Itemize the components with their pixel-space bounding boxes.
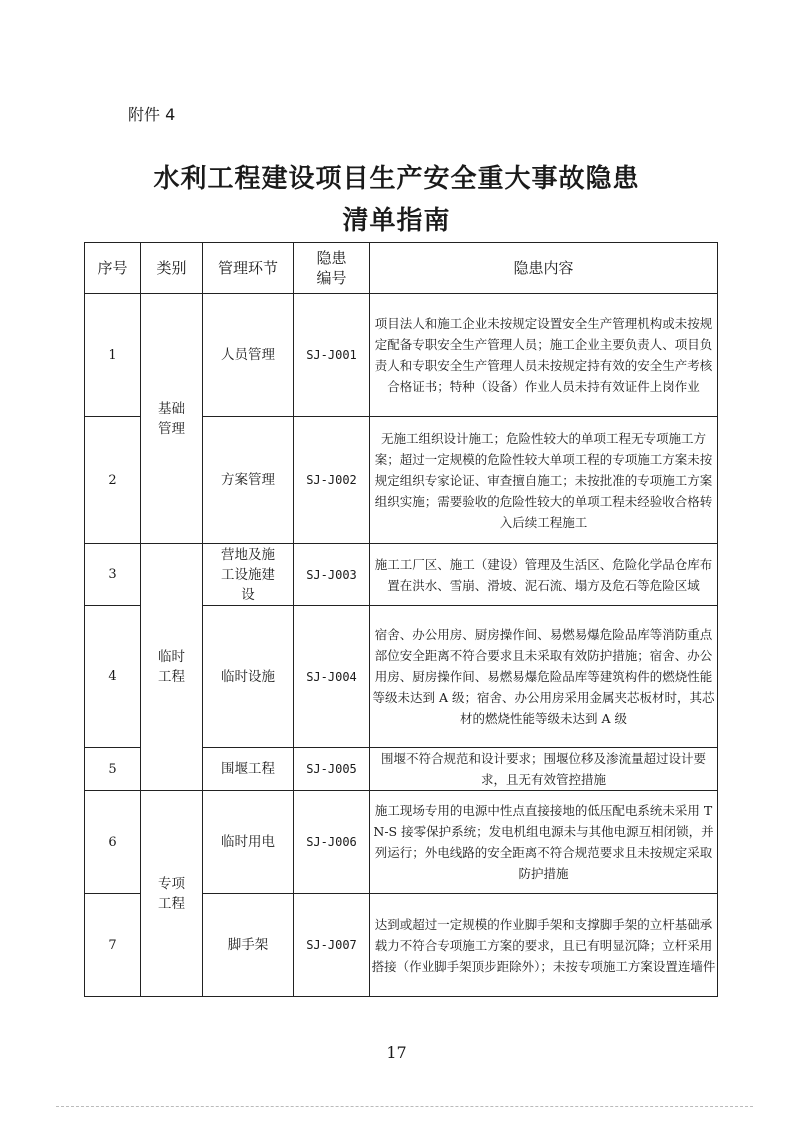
document-title-line2: 清单指南 <box>342 206 451 236</box>
row-no: 7 <box>85 894 141 997</box>
category-cell: 临时 工程 <box>141 544 203 791</box>
row-no: 1 <box>85 294 141 417</box>
row-content: 达到或超过一定规模的作业脚手架和支撑脚手架的立杆基础承载力不符合专项施工方案的要求，且已有明显沉降；立杆采用搭接（作业脚手架顶步距除外）；未按专项施工方案设置连墙件 <box>370 894 718 997</box>
scan-edge-line <box>56 1106 753 1107</box>
header-category: 类别 <box>141 243 203 294</box>
row-step: 临时设施 <box>203 606 294 748</box>
row-code: SJ-J001 <box>294 294 370 417</box>
row-code: SJ-J004 <box>294 606 370 748</box>
row-step: 围堰工程 <box>203 748 294 791</box>
row-step: 方案管理 <box>203 417 294 544</box>
row-content: 宿舍、办公用房、厨房操作间、易燃易爆危险品库等消防重点部位安全距离不符合要求且未采取有效防护措施；宿舍、办公用房、厨房操作间、易燃易爆危险品库等建筑构件的燃烧性能等级未达到 A 级；宿舍、办公用房采用金属夹芯板材时，其芯材的燃烧性能等级未达到 A 级 <box>370 606 718 748</box>
table-row <box>85 544 718 606</box>
row-code: SJ-J002 <box>294 417 370 544</box>
row-code: SJ-J007 <box>294 894 370 997</box>
table-row <box>85 294 718 417</box>
category-cell: 专项 工程 <box>141 791 203 997</box>
row-no: 5 <box>85 748 141 791</box>
row-step: 营地及施 工设施建 设 <box>203 544 294 606</box>
row-content: 项目法人和施工企业未按规定设置安全生产管理机构或未按规定配备专职安全生产管理人员；施工企业主要负责人、项目负责人和专职安全生产管理人员未按规定持有效的安全生产考核合格证书；特种（设备）作业人员未持有效证件上岗作业 <box>370 294 718 417</box>
attachment-label: 附件 4 <box>128 105 176 124</box>
row-no: 6 <box>85 791 141 894</box>
row-step: 临时用电 <box>203 791 294 894</box>
header-code: 隐患 编号 <box>294 243 370 294</box>
row-no: 3 <box>85 544 141 606</box>
header-content: 隐患内容 <box>370 243 718 294</box>
row-step: 人员管理 <box>203 294 294 417</box>
row-no: 4 <box>85 606 141 748</box>
row-content: 围堰不符合规范和设计要求；围堰位移及渗流量超过设计要求，且无有效管控措施 <box>370 748 718 791</box>
category-cell: 基础 管理 <box>141 294 203 544</box>
hazard-table <box>84 242 718 997</box>
row-content: 无施工组织设计施工；危险性较大的单项工程无专项施工方案；超过一定规模的危险性较大单项工程的专项施工方案未按规定组织专家论证、审查擅自施工；未按批准的专项施工方案组织实施；需要验收的危险性较大的单项工程未经验收合格转入后续工程施工 <box>370 417 718 544</box>
row-code: SJ-J006 <box>294 791 370 894</box>
table-row <box>85 791 718 894</box>
page-number: 17 <box>386 1043 407 1062</box>
row-step: 脚手架 <box>203 894 294 997</box>
row-code: SJ-J003 <box>294 544 370 606</box>
header-no: 序号 <box>85 243 141 294</box>
document-title-line1: 水利工程建设项目生产安全重大事故隐患 <box>153 164 640 194</box>
row-content: 施工现场专用的电源中性点直接接地的低压配电系统未采用 TN-S 接零保护系统；发电机组电源未与其他电源互相闭锁，并列运行；外电线路的安全距离不符合规范要求且未按规定采取防护措施 <box>370 791 718 894</box>
row-no: 2 <box>85 417 141 544</box>
row-code: SJ-J005 <box>294 748 370 791</box>
row-content: 施工工厂区、施工（建设）管理及生活区、危险化学品仓库布置在洪水、雪崩、滑坡、泥石流、塌方及危石等危险区域 <box>370 544 718 606</box>
header-step: 管理环节 <box>203 243 294 294</box>
table-header-row <box>85 243 718 294</box>
